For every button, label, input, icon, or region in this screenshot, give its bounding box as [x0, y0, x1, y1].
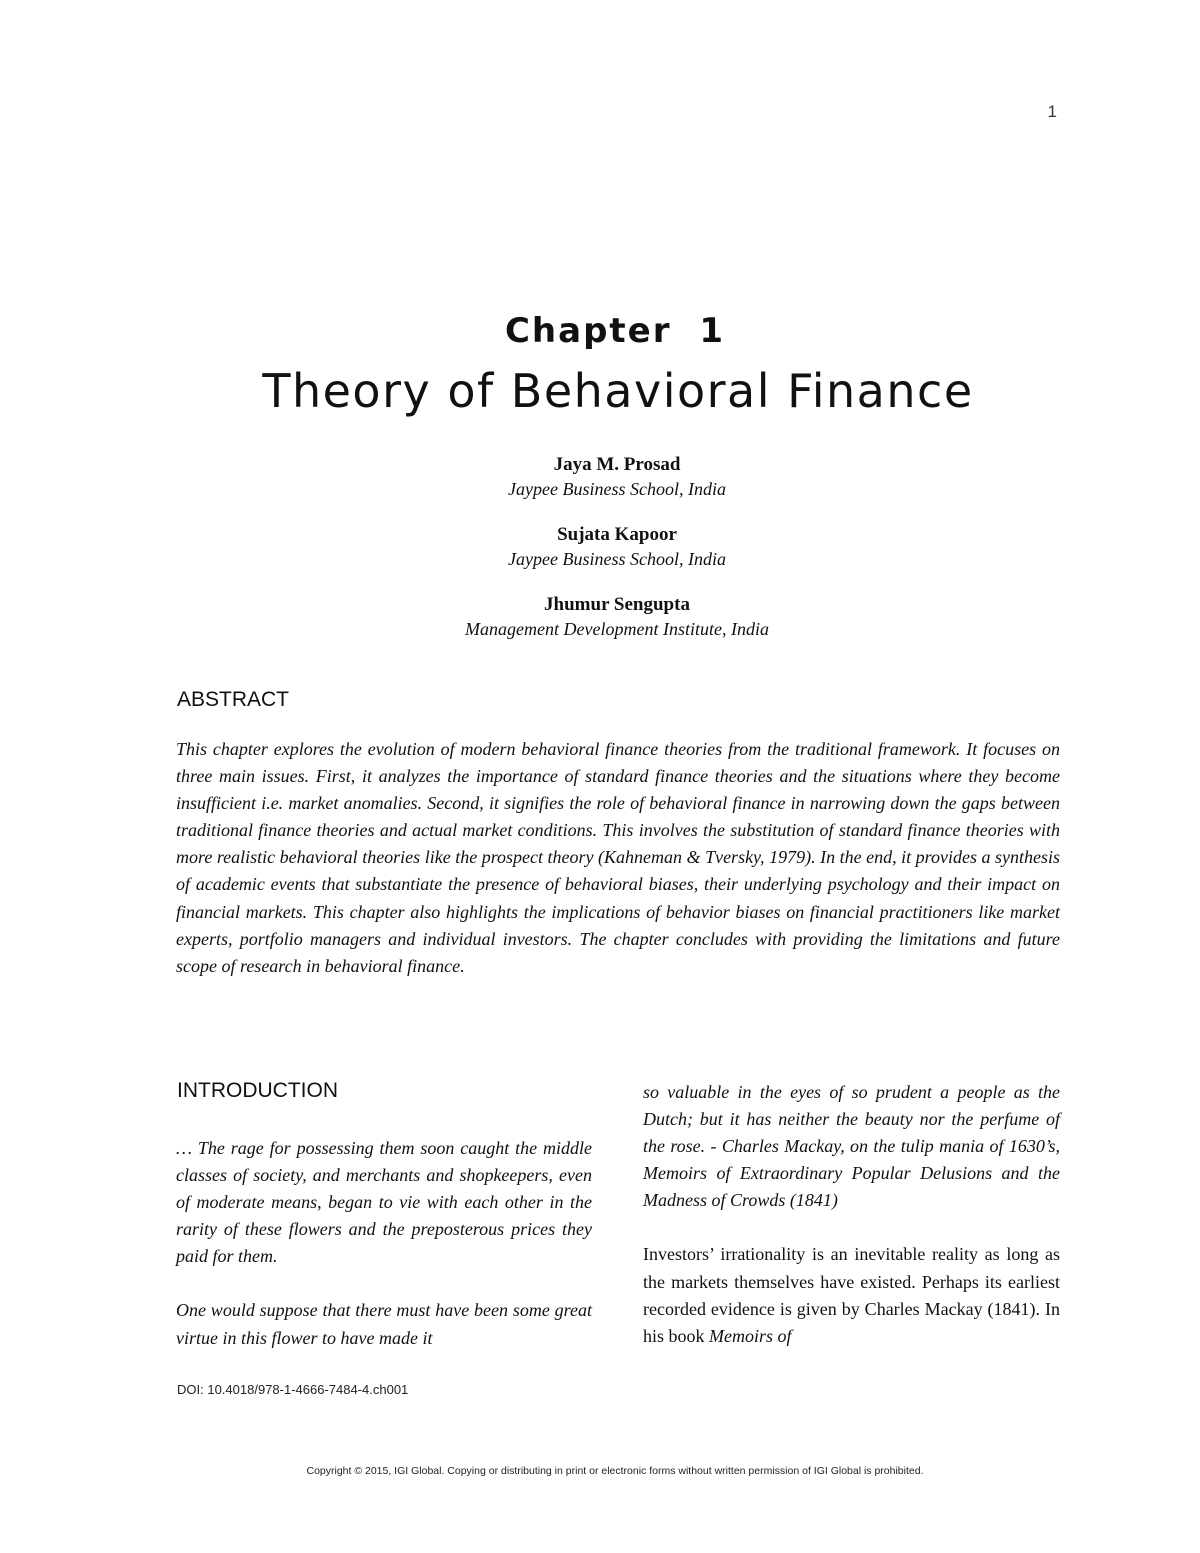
author-list: [300, 452, 934, 662]
introduction-paragraph: [643, 1241, 1060, 1349]
author-affiliation: Jaypee Business School, India: [508, 549, 726, 569]
author-name: Jaya M. Prosad: [553, 454, 681, 475]
doi-line: DOI: 10.4018/978-1-4666-7484-4.ch001: [177, 1382, 409, 1397]
copyright-notice: Copyright © 2015, IGI Global. Copying or distributing in print or electronic forms without written permission of IGI Global is prohibited.: [306, 1465, 924, 1477]
book-title-fragment: Memoirs of: [709, 1325, 792, 1346]
abstract-text: This chapter explores the evolution of modern behavioral finance theories from the traditional framework. It focuses on three main issues. First, it analyzes the importance of standard finance theories and the situations where they become insufficient i.e. market anomalies. Second, it signifies the role of behavioral finance in narrowing down the gaps between traditional finance theories and actual market conditions. This involves the substitution of standard finance theories with more realistic behavioral theories like the prospect theory (Kahneman & Tversky, 1979). In the end, it provides a synthesis of academic events that substantiate the presence of behavioral biases, their underlying psychology and their impact on financial markets. This chapter also highlights the implications of behavior biases on financial practitioners like market experts, portfolio managers and individual investors. The chapter concludes with providing the limitations and future scope of research in behavioral finance.: [176, 739, 1060, 976]
epigraph-quote-continued: One would suppose that there must have been some great virtue in this flower to have made it: [176, 1300, 592, 1348]
introduction-heading: INTRODUCTION: [177, 1079, 338, 1102]
introduction-body-text: Investors’ irrationality is an inevitable reality as long as the markets themselves have existed. Perhaps its earliest recorded evidence is given by Charles Mackay (1841). In his book: [643, 1244, 1060, 1346]
author-affiliation: Management Development Institute, India: [465, 619, 769, 639]
chapter-title: Theory of Behavioral Finance: [262, 364, 974, 418]
abstract-heading: ABSTRACT: [177, 688, 290, 711]
left-column: [176, 1135, 592, 1379]
page-number: 1: [1047, 102, 1057, 121]
right-column: [643, 1079, 1060, 1377]
author-name: Sujata Kapoor: [557, 524, 677, 545]
author-entry: [300, 522, 934, 570]
epigraph-quote: … The rage for possessing them soon caught the middle classes of society, and merchants and shopkeepers, even of moderate means, began to vie with each other in the rarity of these flowers and the preposterous prices they paid for them.: [176, 1138, 592, 1267]
author-entry: [300, 452, 934, 500]
author-entry: [300, 592, 934, 640]
chapter-label: Chapter 1: [504, 311, 725, 351]
author-affiliation: Jaypee Business School, India: [508, 479, 726, 499]
author-name: Jhumur Sengupta: [544, 594, 690, 615]
epigraph-attribution: so valuable in the eyes of so prudent a people as the Dutch; but it has neither the beauty nor the perfume of the rose. - Charles Mackay, on the tulip mania of 1630’s, Memoirs of Extraordinary Popular Delusions and the Madness of Crowds (1841): [643, 1082, 1060, 1211]
